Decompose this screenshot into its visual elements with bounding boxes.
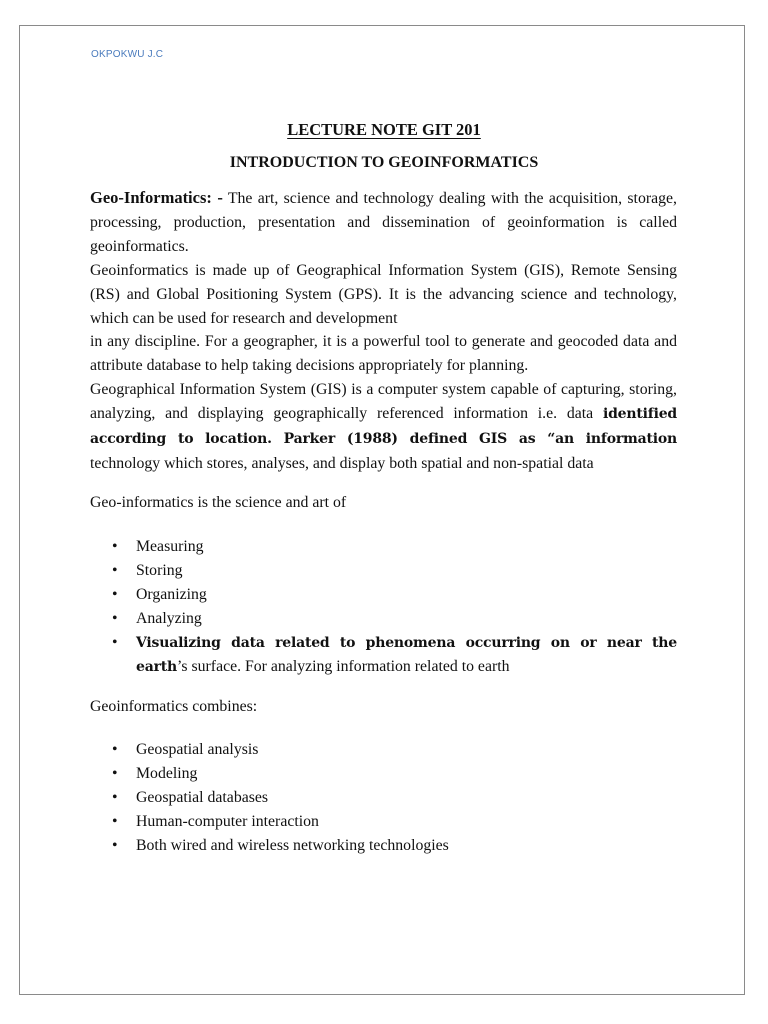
paragraph-components: Geoinformatics is made up of Geographical Information System (GIS), Remote Sensing (RS) and Global Positioning System (GPS). It is the advancing science and technology, which can be used for research and development <box>90 261 677 327</box>
bullet-icon: • <box>112 586 118 603</box>
definition-term: Geo-Informatics: - <box>90 188 223 207</box>
list-geoinformatics-activities <box>90 535 677 679</box>
list-item: • Storing <box>90 559 677 583</box>
list1-intro: Geo-informatics is the science and art of <box>90 494 347 511</box>
list-item: • Both wired and wireless networking technologies <box>90 834 677 858</box>
course-title: LECTURE NOTE GIT 201 <box>287 120 481 139</box>
bullet-icon: • <box>112 610 118 627</box>
bullet-icon: • <box>112 562 118 579</box>
list-item: • Human-computer interaction <box>90 810 677 834</box>
bullet-icon: • <box>112 789 118 806</box>
list-item: • Geospatial analysis <box>90 738 677 762</box>
definition-paragraph <box>90 186 677 259</box>
list-item: • Modeling <box>90 762 677 786</box>
bullet-icon: • <box>112 634 118 651</box>
gis-definition-bold: identified according to location. Parker (1988) defined GIS as “an information <box>90 406 677 448</box>
list-item <box>90 631 677 679</box>
body-text <box>90 186 677 476</box>
gis-definition-end: technology which stores, analyses, and display both spatial and non-spatial data <box>90 454 594 472</box>
gis-definition-text: Geographical Information System (GIS) is a computer system capable of capturing, storing, analyzing, and displaying geographically referenced information i.e. data <box>90 381 677 423</box>
bullet-icon: • <box>112 741 118 758</box>
list-item: • Geospatial databases <box>90 786 677 810</box>
bullet-icon: • <box>112 538 118 555</box>
bullet-icon: • <box>112 837 118 854</box>
list-geoinformatics-combines <box>90 738 677 858</box>
list-item: • Organizing <box>90 583 677 607</box>
list-item: • Analyzing <box>90 607 677 631</box>
bullet-icon: • <box>112 765 118 782</box>
paragraph-discipline: in any discipline. For a geographer, it is a powerful tool to generate and geocoded data and attribute database to help taking decisions appropriately for planning. <box>90 333 677 375</box>
topic-title: INTRODUCTION TO GEOINFORMATICS <box>229 154 539 171</box>
visualizing-rest: ’s surface. For analyzing information related to earth <box>177 658 510 675</box>
definition-text: The art, science and technology dealing with the acquisition, storage, processing, production, presentation and dissemination of geoinformation is called geoinformatics. <box>90 190 677 255</box>
list2-intro: Geoinformatics combines: <box>90 698 258 715</box>
bullet-icon: • <box>112 813 118 830</box>
visualizing-bold: Visualizing data related to phenomena occurring on or near the earth <box>136 635 677 675</box>
paragraph-gis <box>90 378 677 476</box>
list-item: • Measuring <box>90 535 677 559</box>
header-author: OKPOKWU J.C <box>91 49 164 60</box>
